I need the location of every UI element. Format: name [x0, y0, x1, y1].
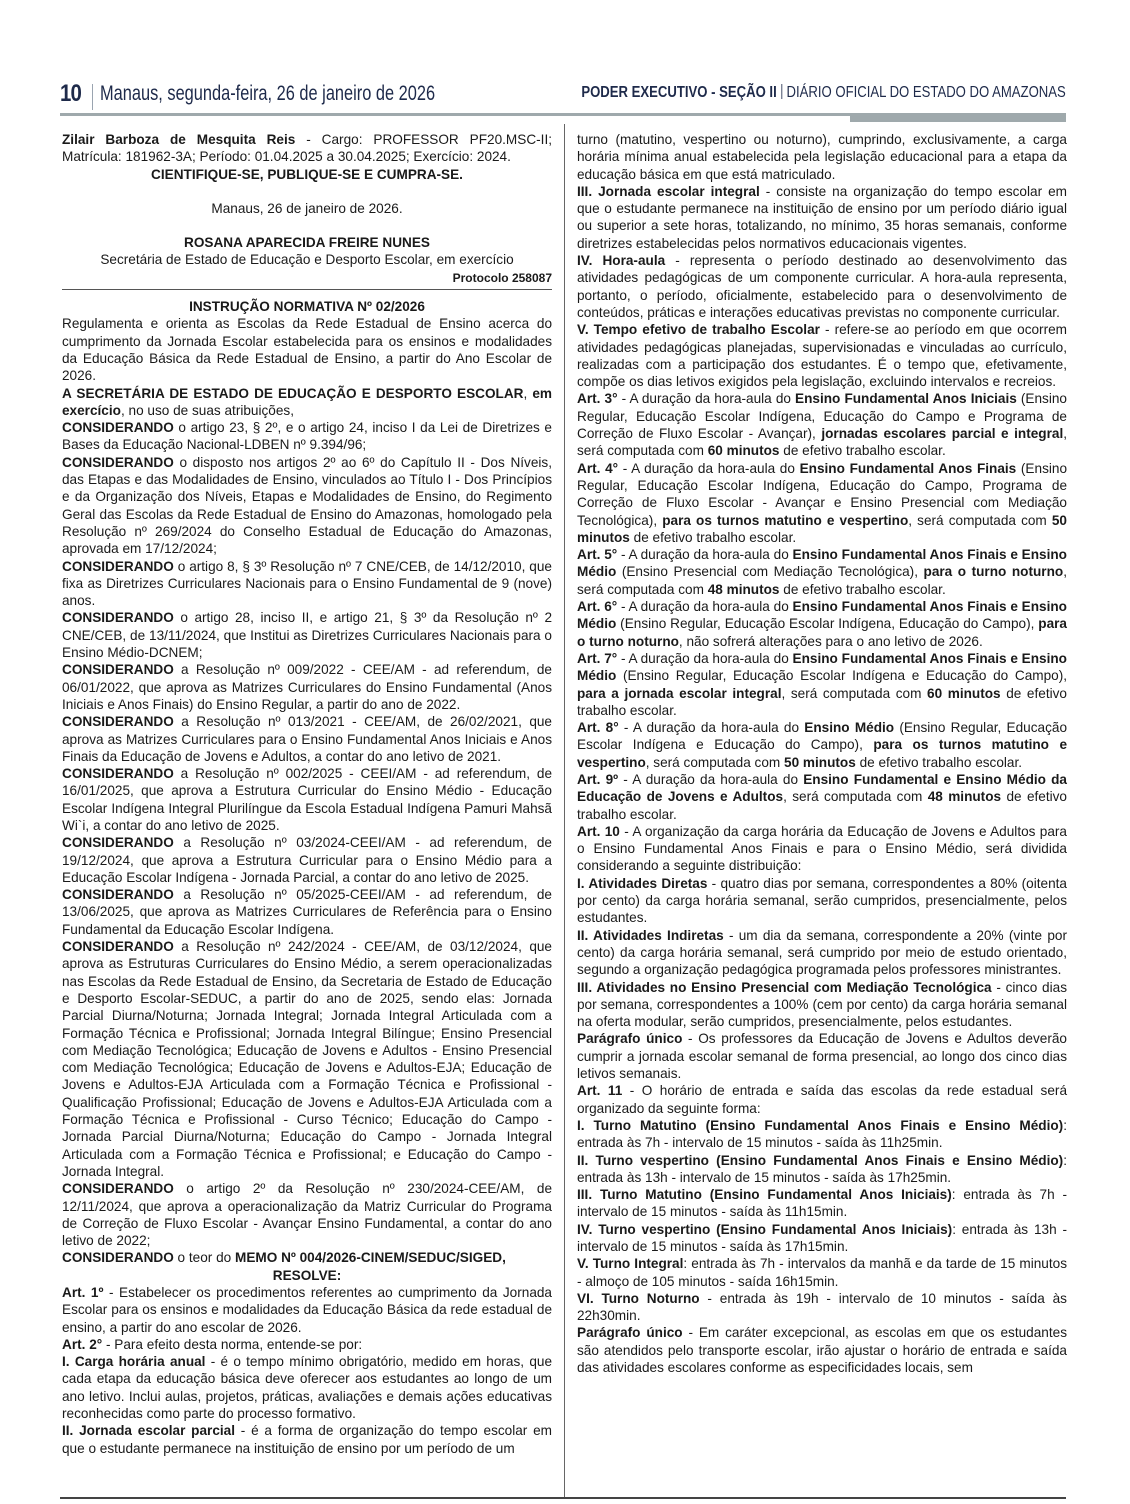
item-text: - entrada às 19h - intervalo de 10 minutos - saída às 22h30min.	[577, 1290, 1067, 1324]
considerando-item	[62, 834, 552, 886]
article-11: Art. 11 - O horário de entrada e saída das escolas da rede estadual será organizado da seguinte forma:	[577, 1083, 1068, 1116]
item-label: III. Turno Matutino (Ensino Fundamental Anos Iniciais)	[577, 1187, 952, 1203]
instruction-title: INSTRUÇÃO NORMATIVA Nº 02/2026	[189, 299, 425, 315]
item-label: I. Atividades Diretas	[577, 875, 708, 891]
article-text: de efetivo trabalho escolar.	[629, 529, 797, 545]
article-3	[577, 390, 1067, 459]
article-10-item	[577, 875, 1067, 927]
article-7	[577, 650, 1067, 719]
article-text: , será computada com	[577, 564, 1067, 597]
considerando-label: CONSIDERANDO	[62, 420, 174, 436]
article-11-item	[577, 1221, 1067, 1256]
article-text: , será computada com	[645, 754, 785, 770]
header-publication-name: DIÁRIO OFICIAL DO ESTADO DO AMAZONAS	[786, 84, 1066, 101]
considerando-label: CONSIDERANDO	[62, 610, 174, 626]
header-publication	[582, 84, 1066, 102]
considerando-item	[62, 661, 552, 713]
header-separator	[92, 84, 93, 110]
emphasis-text: Ensino Fundamental Anos Finais	[799, 460, 1017, 476]
article-label: Art. 9º	[577, 771, 619, 787]
emphasis-text: jornadas escolares parcial e integral	[821, 426, 1064, 442]
article-11-paragraph: Parágrafo único - Em caráter excepcional, as escolas em que os estudantes são atendidos pelo transporte escolar, irão ajustar o horário de entrada e saída das atividades escolares conforme as especificidades locais, sem	[577, 1325, 1067, 1376]
considerando-label: CONSIDERANDO	[62, 766, 174, 782]
considerando-memo: CONSIDERANDO o teor do MEMO Nº 004/2026-CINEM/SEDUC/SIGED,	[62, 1250, 506, 1266]
article-label: Art. 5°	[577, 547, 618, 563]
emphasis-text: Ensino Fundamental Anos Finais e Ensino Médio	[577, 599, 1067, 632]
article-1: Art. 1º - Estabelecer os procedimentos referentes ao cumprimento da Jornada Escolar para os ensinos e modalidades da Educação Básica da rede estadual de ensino, a partir do ano escolar de 2026.	[62, 1285, 552, 1335]
article-text: , será computada com	[783, 789, 928, 805]
article-text: (Ensino Regular, Educação Escolar Indígena, Educação do Campo, Programa de Correção de Fluxo Escolar - Avançar e Ensino Presencial com Mediação Tecnológica),	[577, 460, 1068, 528]
considerando-text: o artigo 28, inciso II, e artigo 21, § 3º da Resolução nº 2 CNE/CEB, de 13/11/2024, que Institui as Diretrizes Curriculares Nacionais para o Ensino Médio-DCNEM;	[62, 610, 552, 661]
article-text: de efetivo trabalho escolar.	[577, 685, 1067, 718]
page-number: 10	[60, 80, 81, 107]
considerando-item	[62, 454, 552, 558]
emphasis-text: 60 minutos	[927, 685, 1001, 701]
article-label: Art. 8°	[577, 720, 619, 736]
article-11-item	[577, 1117, 1067, 1152]
considerando-item	[62, 609, 552, 661]
article-text: - A duração da hora-aula do	[618, 460, 800, 476]
article-4	[577, 460, 1067, 546]
article-text: , será computada com	[577, 426, 1067, 459]
resolve-heading: RESOLVE:	[272, 1267, 342, 1283]
article-text: de efetivo trabalho escolar.	[855, 754, 1023, 770]
item-text: - cinco dias por semana, correspondentes a 100% (cem por cento) da carga horária semanal na oferta modular, serão cumpridos, presencialmente, pelos estudantes.	[577, 979, 1067, 1030]
article-text: (Ensino Regular, Educação Escolar Indígena e Educação do Campo),	[616, 668, 1067, 684]
item-label: VI. Turno Noturno	[577, 1290, 700, 1306]
considerando-item	[62, 713, 552, 765]
emphasis-text: 48 minutos	[707, 581, 780, 597]
considerando-text: a Resolução nº 242/2024 - CEE/AM, de 03/12/2024, que aprova as Estruturas Curriculares do Ensino Médio, a serem operacionalizadas nas Escolas da Rede Estadual de Ensino, da Secretaria de Estado de Educação e Desporto Escolar-SEDUC, a partir do ano de 2025, sendo elas: Jornada Parcial Diurna/Noturna; Jornada Integral; Jornada Integral Articulada com a Formação Técnica e Profissional; Jornada Integral Bilíngue; Ensino Presencial com Mediação Tecnológica; Educação de Jovens e Adultos - Ensino Presencial com Mediação Tecnológica; Educação de Jovens e Adultos-EJA; Educação de Jovens e Adultos-EJA Articulada com a Formação Técnica e Profissional - Qualificação Profissional; Educação de Jovens e Adultos-EJA Articulada com a Formação Técnica e Profissional - Curso Técnico; Educação do Campo - Jornada Parcial Diurna/Noturna; Educação do Campo - Jornada Integral Articulada com a Formação Técnica e Profissional; e Educação do Campo - Jornada Integral.	[62, 939, 552, 1179]
emphasis-text: Ensino Fundamental Anos Iniciais	[795, 391, 1017, 407]
article-text: - A duração da hora-aula do	[617, 391, 796, 407]
article-11-item	[577, 1255, 1067, 1290]
article-10-items	[577, 875, 1067, 1031]
header-divider	[782, 84, 783, 99]
item-text: : entrada às 7h - intervalos da manhã e da tarde de 15 minutos - almoço de 105 minutos - saída 16h15min.	[577, 1256, 1067, 1289]
considerando-label: CONSIDERANDO	[62, 454, 174, 470]
article-10-item	[577, 927, 1067, 979]
considerando-item	[62, 1180, 552, 1249]
emphasis-text: para os turnos matutino e vespertino	[577, 737, 1068, 770]
item-text: : entrada às 13h - intervalo de 15 minutos - saída às 17h15min.	[577, 1221, 1067, 1254]
article-5	[577, 546, 1067, 598]
article-11-items	[577, 1117, 1067, 1325]
article-11-item	[577, 1152, 1067, 1187]
item-label: IV. Turno vespertino (Ensino Fundamental Anos Iniciais)	[577, 1221, 953, 1237]
signatory-role: Secretária de Estado de Educação e Desporto Escolar, em exercício	[100, 252, 514, 268]
item-label: V. Turno Integral	[577, 1256, 684, 1272]
item-text: - um dia da semana, correspondente a 20% (vinte por cento) da carga horária semanal, será cumprido por meio de estudo orientado, segundo a organização pedagógica programada pelos professores ministrantes.	[577, 927, 1067, 978]
item-label: I. Turno Matutino (Ensino Fundamental Anos Finais e Ensino Médio)	[577, 1117, 1064, 1133]
item-label: II. Turno vespertino (Ensino Fundamental Anos Finais e Ensino Médio)	[577, 1152, 1064, 1168]
authority-paragraph: A SECRETÁRIA DE ESTADO DE EDUCAÇÃO E DESPORTO ESCOLAR, em exercício, no uso de suas atribuições,	[62, 385, 552, 418]
article-text: - A duração da hora-aula do	[618, 720, 805, 736]
emphasis-text: para o turno noturno	[577, 616, 1067, 649]
article-text: - A duração da hora-aula do	[617, 650, 793, 666]
considerando-item	[62, 419, 552, 454]
item-text: : entrada às 13h - intervalo de 15 minutos - saída às 17h25min.	[577, 1152, 1067, 1185]
considerando-label: CONSIDERANDO	[62, 887, 174, 903]
considerando-item	[62, 558, 552, 610]
emphasis-text: 60 minutos	[707, 443, 780, 459]
article-text: de efetivo trabalho escolar.	[779, 581, 946, 597]
considerando-text: a Resolução nº 05/2025-CEEI/AM - ad referendum, de 13/06/2025, que aprova as Matrizes Curriculares de Referência para o Ensino Fundamental da Educação Escolar Indígena.	[62, 887, 552, 937]
left-column	[62, 131, 552, 1457]
prior-act-name: Zilair Barboza de Mesquita Reis	[62, 132, 296, 147]
item-label: II. Atividades Indiretas	[577, 927, 724, 943]
considerando-label: CONSIDERANDO	[62, 1181, 174, 1197]
emphasis-text: Ensino Médio	[804, 720, 895, 736]
article-6	[577, 598, 1067, 650]
considerando-label: CONSIDERANDO	[62, 939, 174, 955]
article-text: , será computada com	[781, 685, 928, 701]
section-separator	[62, 289, 552, 290]
considerando-item	[62, 765, 552, 834]
article-10-item	[577, 979, 1067, 1031]
place-date: Manaus, 26 de janeiro de 2026.	[211, 200, 403, 216]
emphasis-text: 50 minutos	[577, 512, 1067, 545]
article-text: (Ensino Regular, Educação Escolar Indígena, Educação do Campo),	[616, 616, 1039, 632]
article-text: - A duração da hora-aula do	[617, 547, 793, 563]
item-label: III. Atividades no Ensino Presencial com Mediação Tecnológica	[577, 979, 992, 995]
article-text: , será computada com	[908, 512, 1052, 528]
item-text: : entrada às 7h - intervalo de 15 minutos - saída às 11h25min.	[577, 1117, 1067, 1151]
page-header	[60, 80, 1066, 114]
article-10-paragraph: Parágrafo único - Os professores da Educação de Jovens e Adultos deverão cumprir a jornada escolar semanal de forma presencial, ao longo dos cinco dias letivos semanais.	[577, 1031, 1067, 1082]
header-rule-accent	[850, 114, 1066, 122]
definition-1: I. Carga horária anual - é o tempo mínimo obrigatório, medido em horas, que cada etapa da educação básica deve oferecer aos estudantes ao longo de um ano letivo. Inclui aulas, projetos, práticas, avaliações e demais ações educativas reconhecidas como parte do processo formativo.	[62, 1354, 552, 1422]
article-text: de efetivo trabalho escolar.	[577, 789, 1067, 822]
signatory-name: ROSANA APARECIDA FREIRE NUNES	[184, 235, 430, 251]
article-text: (Ensino Presencial com Mediação Tecnológica),	[616, 564, 924, 580]
article-text: (Ensino Regular, Educação Escolar Indígena e Educação do Campo),	[577, 720, 1068, 753]
instruction-summary: Regulamenta e orienta as Escolas da Rede Estadual de Ensino acerca do cumprimento da Jornada Escolar estabelecida para os ensinos e modalidades da Educação Básica da Rede Estadual de Ensino, a partir do Ano Escolar de 2026.	[62, 316, 552, 384]
considerandos-list	[62, 419, 552, 1249]
considerando-label: CONSIDERANDO	[62, 714, 174, 730]
emphasis-text: para a jornada escolar integral	[577, 685, 782, 701]
protocol-number: Protocolo 258087	[452, 270, 552, 285]
article-label: Art. 7°	[577, 650, 618, 666]
emphasis-text: para os turnos matutino e vespertino	[662, 512, 909, 528]
considerando-text: a Resolução nº 013/2021 - CEE/AM, de 26/02/2021, que aprova as Matrizes Curriculares para o Ensino Fundamental Anos Iniciais e Anos Finais da Educação de Jovens e Adultos, a contar do ano letivo de 2021.	[62, 714, 552, 764]
emphasis-text: para o turno noturno	[923, 564, 1064, 580]
emphasis-text: 50 minutos	[784, 754, 856, 770]
item-text: : entrada às 7h - intervalo de 15 minutos - saída às 11h15min.	[577, 1187, 1067, 1220]
article-label: Art. 3°	[577, 391, 618, 407]
considerando-label: CONSIDERANDO	[62, 835, 174, 851]
considerando-label: CONSIDERANDO	[62, 662, 174, 678]
footer-rule	[60, 1497, 1066, 1499]
header-section: PODER EXECUTIVO - SEÇÃO II	[581, 84, 777, 101]
definition-4: IV. Hora-aula - representa o período destinado ao desenvolvimento das atividades pedagógicas de um componente curricular. A hora-aula representa, portanto, o período, oficialmente, estabelecido para o desenvolvimento de conteúdos, práticas e interações educativas previstas no componente curricular.	[577, 253, 1067, 320]
emphasis-text: Ensino Fundamental Anos Finais e Ensino Médio	[577, 650, 1067, 684]
considerando-text: o artigo 23, § 2º, e o artigo 24, inciso I da Lei de Diretrizes e Bases da Educação Nacional-LDBEN nº 9.394/96;	[62, 420, 552, 453]
article-text: - A duração da hora-aula do	[617, 599, 793, 615]
prior-act-closing: CIENTIFIQUE-SE, PUBLIQUE-SE E CUMPRA-SE.	[151, 166, 463, 182]
article-2: Art. 2° - Para efeito desta norma, entende-se por:	[62, 1336, 363, 1352]
article-text: de efetivo trabalho escolar.	[779, 443, 946, 459]
definition-2: II. Jornada escolar parcial - é a forma de organização do tempo escolar em que o estudante permanece na instituição de ensino por um período de um	[62, 1423, 552, 1456]
article-text: , não sofrerá alterações para o ano letivo de 2026.	[678, 633, 983, 649]
right-column	[577, 131, 1067, 1376]
considerando-text: a Resolução nº 03/2024-CEEI/AM - ad referendum, de 19/12/2024, que aprova a Estrutura Curricular para o Ensino Médio para a Educação Escolar Indígena - Jornada Parcial, a contar do ano letivo de 2025.	[62, 835, 552, 885]
article-11-item	[577, 1186, 1067, 1221]
considerando-text: a Resolução nº 009/2022 - CEE/AM - ad referendum, de 06/01/2022, que aprova as Matrizes Curriculares do Ensino Fundamental (Anos Iniciais e Anos Finais) do Ensino Regular, a partir do ano de 2022.	[62, 662, 552, 712]
article-10: Art. 10 - A organização da carga horária da Educação de Jovens e Adultos para o Ensino Fundamental Anos Finais e para o Ensino Médio, será dividida considerando a seguinte distribuição:	[577, 823, 1067, 874]
article-9	[577, 771, 1067, 823]
considerando-text: a Resolução nº 002/2025 - CEEI/AM - ad referendum, de 16/01/2025, que aprova a Estrutura Curricular do Ensino Médio - Educação Escolar Indígena Integral Plurilíngue da Escola Estadual Indígena Pamuri Mahsã Wi`i, a contar do ano letivo de 2025.	[62, 766, 552, 833]
emphasis-text: Ensino Fundamental Anos Finais e Ensino Médio	[577, 547, 1067, 580]
considerando-text: o artigo 2º da Resolução nº 230/2024-CEE/AM, de 12/11/2024, que aprova a operacionalização da Matriz Curricular do Programa de Correção de Fluxo Escolar - Avançar Ensino Fundamental, a contar do ano letivo de 2022;	[62, 1181, 552, 1249]
article-label: Art. 4°	[577, 460, 619, 476]
considerando-text: o artigo 8, § 3º Resolução nº 7 CNE/CEB, de 14/12/2010, que fixa as Diretrizes Curriculares Nacionais para o Ensino Fundamental de 9 (nove) anos.	[62, 558, 552, 609]
header-date: Manaus, segunda-feira, 26 de janeiro de 2026	[100, 82, 436, 105]
article-8	[577, 719, 1067, 771]
emphasis-text: 48 minutos	[927, 789, 1002, 805]
article-label: Art. 6°	[577, 599, 618, 615]
article-text: (Ensino Regular, Educação Escolar Indígena, Educação do Campo e Programa de Correção de Fluxo Escolar - Avançar),	[577, 391, 1067, 442]
definition-3: III. Jornada escolar integral - consiste na organização do tempo escolar em que o estudante permanece na instituição de ensino por um período diário igual ou superior a sete horas, totalizando, no mínimo, 35 horas semanais, conforme diretrizes estabelecidas pelos normativos educacionais vigentes.	[577, 183, 1067, 251]
definition-5: V. Tempo efetivo de trabalho Escolar - refere-se ao período em que ocorrem atividades pedagógicas planejadas, supervisionadas e vinculadas ao currículo, realizadas com a participação dos estudantes. É o tempo que, efetivamente, compõe os dias letivos exigidos pela legislação, excluindo intervalos e recreios.	[577, 322, 1067, 390]
article-text: - A duração da hora-aula do	[618, 771, 804, 787]
considerando-item	[62, 938, 552, 1180]
item-text: - quatro dias por semana, correspondentes a 80% (oitenta por cento) da carga horária semanal, serão cumpridos, presencialmente, pelos estudantes.	[577, 875, 1067, 926]
definition-2-continued: turno (matutino, vespertino ou noturno), cumprindo, exclusivamente, a carga horária mínima anual estabelecida pela legislação educacional para a etapa da educação básica em que está matriculado.	[577, 132, 1067, 182]
article-11-item	[577, 1290, 1067, 1325]
column-divider	[564, 124, 565, 1498]
emphasis-text: Ensino Fundamental e Ensino Médio da Educação de Jovens e Adultos	[577, 771, 1067, 805]
considerando-item	[62, 886, 552, 938]
considerando-label: CONSIDERANDO	[62, 558, 174, 574]
prior-act-body: Zilair Barboza de Mesquita Reis - Cargo: PROFESSOR PF20.MSC-II; Matrícula: 181962-3A; Período: 01.04.2025 a 30.04.2025; Exercício: 2024.	[62, 132, 552, 165]
considerando-text: o disposto nos artigos 2º ao 6º do Capítulo II - Dos Níveis, das Etapas e das Modalidades de Ensino, vinculados ao Título I - Dos Princípios e da Organização dos Níveis, Etapas e Modalidades de Ensino, do Regimento Geral das Escolas da Rede Estadual de Ensino do Amazonas, homologado pela Resolução nº 269/2024 do Conselho Estadual de Educação do Amazonas, aprovada em 17/12/2024;	[62, 454, 552, 557]
